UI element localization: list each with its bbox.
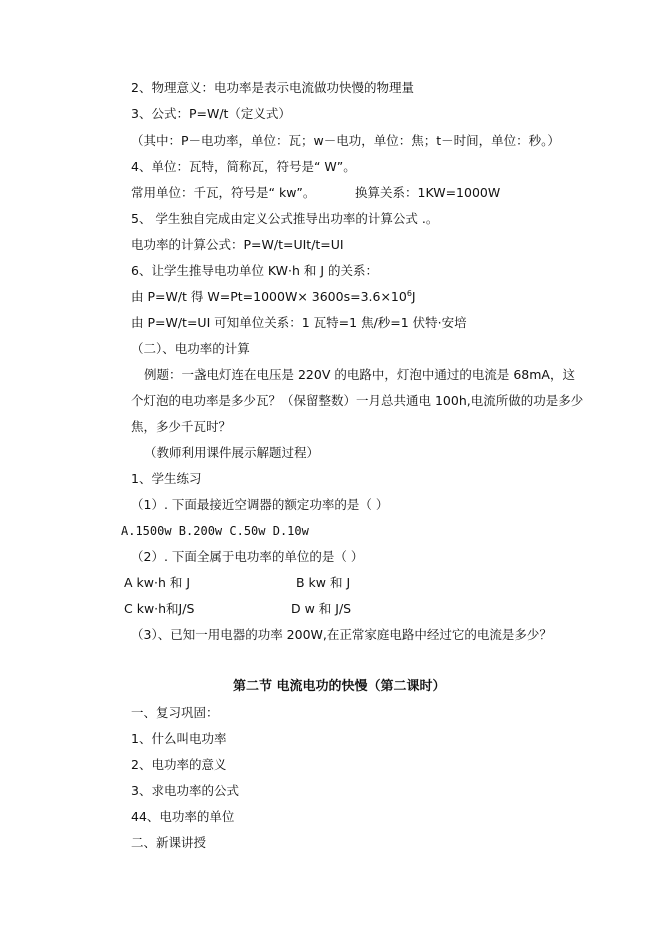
text-line: 例题：一盏电灯连在电压是 220V 的电路中，灯泡中通过的电流是 68mA，这	[144, 367, 575, 382]
formula-main: 由 P=W/t 得 W=Pt=1000W× 3600s=3.6×10	[131, 289, 407, 304]
text-line: 焦，多少千瓦时？	[131, 419, 232, 434]
text-line: 6、让学生推导电功单位 KW·h 和 J 的关系：	[131, 263, 379, 278]
text-line: 电功率的计算公式：P=W/t=UIt/t=UI	[131, 237, 344, 252]
section-label: （二）、电功率的计算	[131, 341, 250, 356]
text-line: 2、电功率的意义	[131, 757, 227, 772]
text-line: 5、 学生独自完成由定义公式推导出功率的计算公式 .。	[131, 211, 439, 226]
text-line: 1、什么叫电功率	[131, 731, 227, 746]
text-line: 个灯泡的电功率是多少瓦？（保留整数）一月总共通电 100h,电流所做的功是多少	[131, 393, 584, 408]
text-line: 换算关系：1KW=1000W	[355, 185, 501, 200]
text-line: 1、学生练习	[131, 471, 202, 486]
option-d: D w 和 J/S	[291, 601, 352, 616]
question-line: （2）. 下面全属于电功率的单位的是（ ）	[131, 549, 364, 564]
option-a: A kw·h 和 J	[124, 575, 191, 590]
options-line: A.1500w B.200w C.50w D.10w	[121, 524, 309, 538]
text-line: 常用单位：千瓦，符号是“ kw”。	[131, 185, 316, 200]
text-line: 4、单位：瓦特，简称瓦，符号是“ W”。	[131, 159, 356, 174]
formula-exponent: 6	[406, 288, 412, 298]
text-line: 2、物理意义：电功率是表示电流做功快慢的物理量	[131, 80, 414, 95]
text-line: （其中：P－电功率，单位：瓦；w－电功，单位：焦；t－时间，单位：秒。）	[131, 133, 560, 148]
text-line: 44、电功率的单位	[131, 809, 235, 824]
formula-line	[131, 289, 416, 305]
text-line: 一、复习巩固：	[131, 705, 219, 720]
text-line: （教师利用课件展示解题过程）	[144, 445, 320, 460]
text-line: 由 P=W/t=UI 可知单位关系：1 瓦特=1 焦/秒=1 伏特·安培	[131, 315, 467, 330]
question-line: （3）、已知一用电器的功率 200W,在正常家庭电路中经过它的电流是多少？	[131, 627, 552, 642]
option-c: C kw·h和J/S	[124, 601, 195, 616]
question-line: （1）. 下面最接近空调器的额定功率的是（ ）	[131, 497, 389, 512]
text-line: 二、新课讲授	[131, 835, 207, 850]
text-line: 3、求电功率的公式	[131, 783, 239, 798]
formula-unit: J	[411, 289, 416, 304]
text-line: 3、公式：P=W/t（定义式）	[131, 106, 291, 121]
section-heading: 第二节 电流电功的快慢（第二课时）	[233, 679, 446, 694]
option-b: B kw 和 J	[296, 575, 351, 590]
